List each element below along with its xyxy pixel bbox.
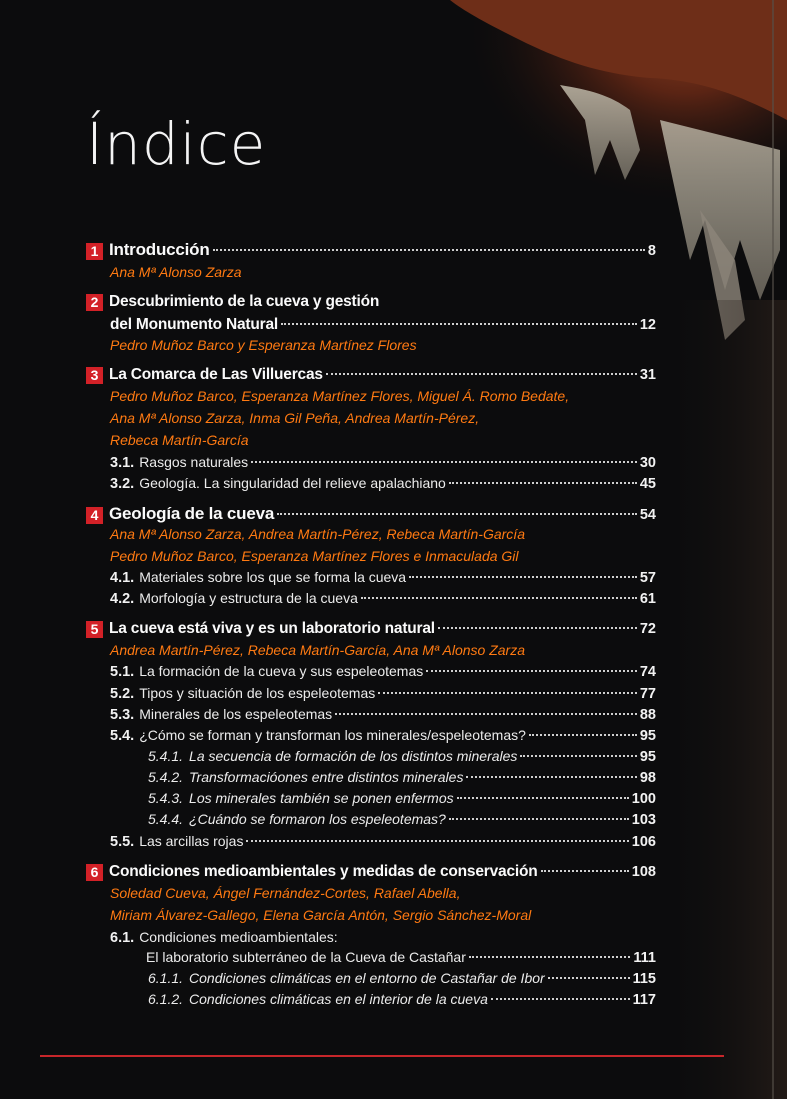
page-number: 45 xyxy=(639,476,656,492)
page-number: 103 xyxy=(631,812,656,828)
section-row[interactable] xyxy=(110,663,656,680)
page-number: 57 xyxy=(639,570,656,586)
chapter-number-badge: 3 xyxy=(86,367,103,384)
page-number: 95 xyxy=(639,728,656,744)
chapter-authors: Andrea Martín-Pérez, Rebeca Martín-García, Ana Mª Alonso Zarza xyxy=(110,642,525,658)
page-number: 88 xyxy=(639,707,656,723)
page-title: Índice xyxy=(86,110,267,178)
dot-leader xyxy=(449,818,629,820)
page-number: 115 xyxy=(632,971,656,987)
section-title: ¿Cómo se forman y transforman los minerales/espeleotemas? xyxy=(139,727,526,743)
chapter-title: Geología de la cueva xyxy=(109,504,275,523)
dot-leader xyxy=(326,373,637,375)
section-number: 4.2. xyxy=(110,591,135,607)
dot-leader xyxy=(466,776,636,778)
dot-leader xyxy=(548,977,630,979)
page-number: 98 xyxy=(639,770,656,786)
dot-leader xyxy=(281,323,637,325)
dot-leader xyxy=(378,692,637,694)
section-row[interactable] xyxy=(110,454,656,471)
dot-leader xyxy=(409,576,637,578)
section-title: Materiales sobre los que se forma la cueva xyxy=(139,569,407,585)
chapter-1-row[interactable] xyxy=(86,240,656,260)
section-title: Geología. La singularidad del relieve apalachiano xyxy=(139,475,446,491)
section-row[interactable] xyxy=(110,727,656,744)
page-number: 117 xyxy=(632,992,656,1008)
section-number: 6.1. xyxy=(110,930,135,946)
footer-divider xyxy=(40,1055,724,1057)
dot-leader xyxy=(277,513,637,515)
section-row[interactable] xyxy=(110,833,656,850)
section-number: 5.3. xyxy=(110,707,135,723)
subsection-number: 6.1.2. xyxy=(148,991,184,1007)
section-title: La formación de la cueva y sus espeleotemas xyxy=(139,663,424,679)
dot-leader xyxy=(335,713,637,715)
chapter-authors: Ana Mª Alonso Zarza, Inma Gil Peña, Andrea Martín-Pérez, xyxy=(110,410,480,426)
dot-leader xyxy=(426,670,637,672)
page-number: 8 xyxy=(647,243,656,259)
section-title: Rasgos naturales xyxy=(139,454,249,470)
subsection-title: Los minerales también se ponen enfermos xyxy=(189,790,454,806)
section-row[interactable] xyxy=(110,475,656,492)
chapter-authors: Ana Mª Alonso Zarza, Andrea Martín-Pérez, Rebeca Martín-García xyxy=(110,526,525,542)
section-title-cont: El laboratorio subterráneo de la Cueva de Castañar xyxy=(146,949,466,965)
chapter-title: Introducción xyxy=(109,240,210,259)
chapter-authors: Miriam Álvarez-Gallego, Elena García Antón, Sergio Sánchez-Moral xyxy=(110,907,532,923)
chapter-authors: Pedro Muñoz Barco, Esperanza Martínez Flores e Inmaculada Gil xyxy=(110,548,519,564)
chapter-title: La Comarca de Las Villuercas xyxy=(109,366,323,383)
chapter-authors: Rebeca Martín-García xyxy=(110,432,249,448)
page-number: 12 xyxy=(639,317,656,333)
chapter-2-row-cont[interactable] xyxy=(110,316,656,334)
page-number: 100 xyxy=(631,791,656,807)
page-number: 30 xyxy=(639,455,656,471)
chapter-number-badge: 5 xyxy=(86,621,103,638)
chapter-title: Condiciones medioambientales y medidas de conservación xyxy=(109,863,538,880)
page-number: 77 xyxy=(639,686,656,702)
page-number: 95 xyxy=(639,749,656,765)
subsection-number: 5.4.1. xyxy=(148,748,184,764)
page-number: 72 xyxy=(639,621,656,637)
dot-leader xyxy=(251,461,637,463)
subsection-row[interactable] xyxy=(148,748,656,765)
subsection-title: Condiciones climáticas en el entorno de Castañar de Ibor xyxy=(189,970,545,986)
page-number: 31 xyxy=(639,367,656,383)
subsection-number: 5.4.2. xyxy=(148,769,184,785)
dot-leader xyxy=(520,755,636,757)
subsection-row[interactable] xyxy=(148,991,656,1008)
dot-leader xyxy=(213,249,645,251)
page-number: 106 xyxy=(631,834,656,850)
chapter-title: Descubrimiento de la cueva y gestión xyxy=(109,293,380,310)
chapter-title: La cueva está viva y es un laboratorio natural xyxy=(109,620,435,637)
section-number: 3.1. xyxy=(110,455,135,471)
section-title: Condiciones medioambientales: xyxy=(139,929,338,945)
chapter-number-badge: 4 xyxy=(86,507,103,524)
section-title: Tipos y situación de los espeleotemas xyxy=(139,685,376,701)
chapter-6-row[interactable] xyxy=(86,863,656,881)
page-number: 108 xyxy=(631,864,656,880)
subsection-title: ¿Cuándo se formaron los espeleotemas? xyxy=(189,811,446,827)
dot-leader xyxy=(541,870,629,872)
subsection-title: Transformacióones entre distintos minerales xyxy=(189,769,464,785)
dot-leader xyxy=(449,482,637,484)
dot-leader xyxy=(361,597,637,599)
section-row[interactable] xyxy=(110,590,656,607)
chapter-number-badge: 1 xyxy=(86,243,103,260)
subsection-row[interactable] xyxy=(148,811,656,828)
page-number: 74 xyxy=(639,664,656,680)
section-number: 5.4. xyxy=(110,728,135,744)
subsection-number: 6.1.1. xyxy=(148,970,184,986)
subsection-number: 5.4.4. xyxy=(148,811,184,827)
subsection-number: 5.4.3. xyxy=(148,790,184,806)
dot-leader xyxy=(529,734,637,736)
page-number: 61 xyxy=(639,591,656,607)
section-row[interactable] xyxy=(110,706,656,723)
chapter-authors: Ana Mª Alonso Zarza xyxy=(110,264,242,280)
section-number: 4.1. xyxy=(110,570,135,586)
subsection-title: Condiciones climáticas en el interior de la cueva xyxy=(189,991,488,1007)
section-row[interactable] xyxy=(110,569,656,586)
dot-leader xyxy=(438,627,637,629)
chapter-3-row[interactable] xyxy=(86,366,656,384)
subsection-row[interactable] xyxy=(148,769,656,786)
chapter-5-row[interactable] xyxy=(86,620,656,638)
dot-leader xyxy=(469,956,631,958)
chapter-title-cont: del Monumento Natural xyxy=(110,316,279,333)
section-title: Minerales de los espeleotemas xyxy=(139,706,333,722)
section-title: Las arcillas rojas xyxy=(139,833,244,849)
dot-leader xyxy=(246,840,628,842)
chapter-number-badge: 2 xyxy=(86,294,103,311)
chapter-2-row[interactable] xyxy=(86,293,656,311)
chapter-4-row[interactable] xyxy=(86,504,656,524)
subsection-title: La secuencia de formación de los distintos minerales xyxy=(189,748,518,764)
section-row-cont[interactable] xyxy=(146,949,656,966)
page-number: 54 xyxy=(639,507,656,523)
chapter-authors: Pedro Muñoz Barco y Esperanza Martínez Flores xyxy=(110,337,417,353)
section-number: 5.5. xyxy=(110,834,135,850)
subsection-row[interactable] xyxy=(148,970,656,987)
page-number: 111 xyxy=(633,950,656,966)
chapter-number-badge: 6 xyxy=(86,864,103,881)
chapter-authors: Soledad Cueva, Ángel Fernández-Cortes, Rafael Abella, xyxy=(110,885,461,901)
dot-leader xyxy=(457,797,629,799)
dot-leader xyxy=(491,998,630,1000)
section-title: Morfología y estructura de la cueva xyxy=(139,590,358,606)
section-number: 3.2. xyxy=(110,476,135,492)
chapter-authors: Pedro Muñoz Barco, Esperanza Martínez Flores, Miguel Á. Romo Bedate, xyxy=(110,388,570,404)
section-row[interactable] xyxy=(110,929,656,946)
subsection-row[interactable] xyxy=(148,790,656,807)
section-row[interactable] xyxy=(110,685,656,702)
section-number: 5.1. xyxy=(110,664,135,680)
section-number: 5.2. xyxy=(110,686,135,702)
